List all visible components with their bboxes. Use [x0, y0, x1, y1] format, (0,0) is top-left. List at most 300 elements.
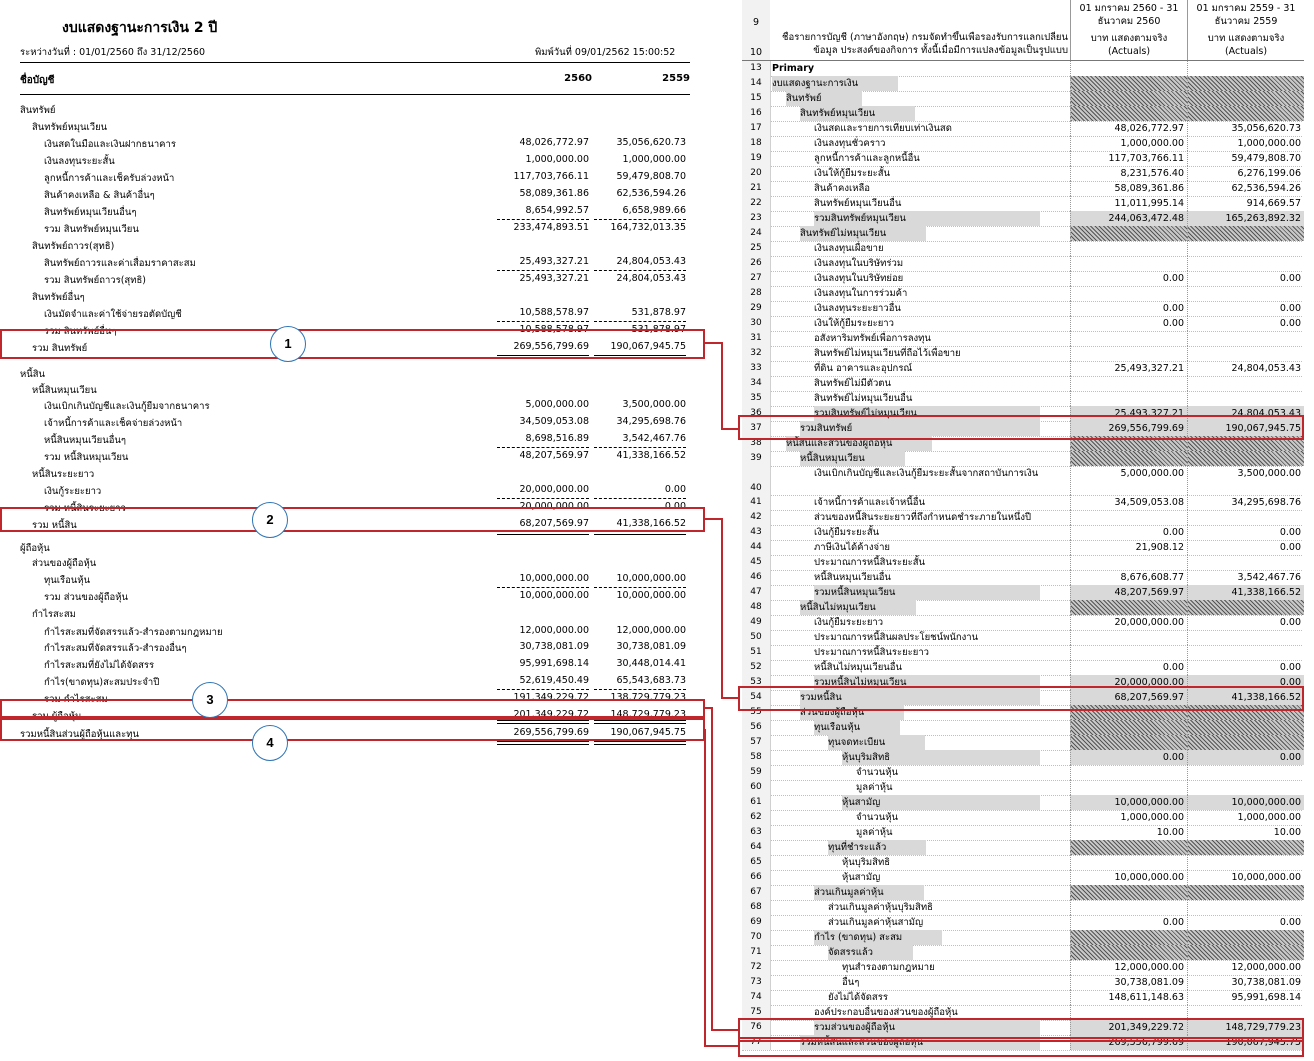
- row-number: 31: [742, 331, 771, 346]
- account-label: เงินสดและรายการเทียบเท่าเงินสด: [814, 123, 952, 134]
- row-number: 36: [742, 406, 771, 421]
- account-label: ทุนเรือนหุ้น: [814, 720, 900, 735]
- row-number: 77: [742, 1035, 771, 1050]
- row-number: 75: [742, 1005, 771, 1020]
- account-label: หุ้นสามัญ: [842, 795, 1040, 810]
- value-2560: 201,349,229.72: [513, 709, 589, 720]
- value-2560: 10,588,578.97: [519, 324, 589, 335]
- row-label: เงินเบิกเกินบัญชีและเงินกู้ยืมจากธนาคาร: [44, 401, 210, 412]
- value-2559: 3,500,000.00: [1187, 466, 1304, 495]
- account-label: เงินกู้ยืมระยะสั้น: [814, 527, 880, 538]
- highlight-box: [738, 686, 1304, 711]
- account-label: หุ้นบุริมสิทธิ: [842, 857, 891, 868]
- account-label: ประมาณการหนี้สินผลประโยชน์พนักงาน: [814, 632, 979, 643]
- row-number-9: 9: [742, 0, 770, 30]
- row-number: 68: [742, 900, 771, 915]
- row-label: รวม สินทรัพย์ถาวร(สุทธิ): [44, 275, 146, 286]
- account-label: หนี้สินไม่หมุนเวียนอื่น: [814, 662, 902, 673]
- account-label: Primary: [772, 63, 815, 74]
- account-label: ยังไม่ได้จัดสรร: [828, 992, 888, 1003]
- value-2559: 1,000,000.00: [1187, 136, 1304, 151]
- row-label: รวมหนี้สินส่วนผู้ถือหุ้นและทุน: [20, 729, 139, 740]
- row-number: 37: [742, 421, 771, 436]
- account-label: ลูกหนี้การค้าและลูกหนี้อื่น: [814, 153, 920, 164]
- value-2560: 269,556,799.69: [513, 727, 589, 738]
- row-number: 19: [742, 151, 771, 166]
- row-number: 17: [742, 121, 771, 136]
- value-2559: 165,263,892.32: [1187, 211, 1304, 226]
- account-label: เงินเบิกเกินบัญชีและเงินกู้ยืมระยะสั้นจากสถาบันการเงิน: [814, 468, 1039, 479]
- account-label: สินทรัพย์หมุนเวียนอื่น: [814, 198, 902, 209]
- row-number: 24: [742, 226, 771, 241]
- value-2559: 0.00: [1187, 750, 1304, 765]
- account-label: เงินลงทุนชั่วคราว: [814, 138, 886, 149]
- value-2559: 0.00: [664, 484, 686, 495]
- value-2560: 8,676,608.77: [1070, 570, 1187, 585]
- value-2560: 48,026,772.97: [1070, 121, 1187, 136]
- value-2559: 41,338,166.52: [616, 450, 686, 461]
- column-header-2560: 2560: [564, 73, 592, 84]
- value-2559: 24,804,053.43: [1187, 361, 1304, 376]
- value-2559: 0.00: [1187, 271, 1304, 286]
- value-2559: 30,448,014.41: [616, 658, 686, 669]
- value-2559: 138,729,779.23: [610, 692, 686, 703]
- value-2559: 3,542,467.76: [622, 433, 686, 444]
- row-number: 57: [742, 735, 771, 750]
- value-2559: 59,479,808.70: [1187, 151, 1304, 166]
- report-title: งบแสดงฐานะการเงิน 2 ปี: [62, 20, 218, 36]
- row-number: 53: [742, 675, 771, 690]
- value-2560: 48,026,772.97: [519, 137, 589, 148]
- row-number: 14: [742, 76, 771, 91]
- account-label: ประมาณการหนี้สินระยะยาว: [814, 647, 929, 658]
- account-label: เงินให้กู้ยืมระยะยาว: [814, 318, 894, 329]
- value-2559: 3,542,467.76: [1187, 570, 1304, 585]
- account-label: ประมาณการหนี้สินระยะสั้น: [814, 557, 926, 568]
- row-number: 62: [742, 810, 771, 825]
- account-label: รวมสินทรัพย์ไม่หมุนเวียน: [814, 406, 1040, 421]
- value-2560: 25,493,327.21: [1070, 361, 1187, 376]
- value-2559: 1,000,000.00: [1187, 810, 1304, 825]
- row-label: ลูกหนี้การค้าและเช็ครับล่วงหน้า: [44, 173, 175, 184]
- value-2559: 0.00: [1187, 540, 1304, 555]
- value-2560: 11,011,995.14: [1070, 196, 1187, 211]
- row-label: ทุนเรือนหุ้น: [44, 575, 91, 586]
- row-label: หนี้สินหมุนเวียนอื่นๆ: [44, 435, 127, 446]
- row-label: ส่วนของผู้ถือหุ้น: [32, 558, 97, 569]
- account-label: เงินลงทุนระยะยาวอื่น: [814, 303, 901, 314]
- row-label: หนี้สินหมุนเวียน: [32, 385, 97, 396]
- row-number: 55: [742, 705, 771, 720]
- account-label: สินทรัพย์หมุนเวียน: [800, 106, 915, 121]
- value-2559: 12,000,000.00: [616, 625, 686, 636]
- value-2560: 20,000,000.00: [1070, 675, 1187, 690]
- row-label: ผู้ถือหุ้น: [20, 543, 50, 554]
- account-label: งบแสดงฐานะการเงิน: [772, 76, 898, 91]
- account-label: หุ้นสามัญ: [842, 872, 881, 883]
- row-number: 54: [742, 690, 771, 705]
- value-2560: 244,063,472.48: [1070, 211, 1187, 226]
- value-2559: 41,338,166.52: [616, 518, 686, 529]
- value-2559: 59,479,808.70: [616, 171, 686, 182]
- row-number: 52: [742, 660, 771, 675]
- value-2560: 117,703,766.11: [513, 171, 589, 182]
- row-number: 66: [742, 870, 771, 885]
- callout-badge-2: 2: [252, 502, 288, 538]
- row-number: 63: [742, 825, 771, 840]
- account-label: เงินลงทุนในการร่วมค้า: [814, 288, 908, 299]
- row-number: 76: [742, 1020, 771, 1035]
- row-label: กำไรสะสมที่จัดสรรแล้ว-สำรองอื่นๆ: [44, 643, 187, 654]
- account-label: ทุนสำรองตามกฎหมาย: [842, 962, 935, 973]
- row-label: เงินสดในมือและเงินฝากธนาคาร: [44, 139, 176, 150]
- printed-date: พิมพ์วันที่ 09/01/2562 15:00:52: [535, 47, 676, 58]
- value-2559: 190,067,945.75: [1187, 421, 1304, 436]
- row-label: สินทรัพย์ถาวรและค่าเสื่อมราคาสะสม: [44, 258, 196, 269]
- account-label: หุ้นบุริมสิทธิ: [842, 750, 1040, 765]
- connector-4: [704, 730, 739, 1046]
- row-label: หนี้สินระยะยาว: [32, 469, 95, 480]
- value-2560: 0.00: [1070, 660, 1187, 675]
- account-label: สินค้าคงเหลือ: [814, 183, 871, 194]
- account-label: มูลค่าหุ้น: [856, 782, 893, 793]
- account-label: สินทรัพย์: [786, 91, 862, 106]
- row-number: 27: [742, 271, 771, 286]
- row-number: 35: [742, 391, 771, 406]
- row-label: รวม ผู้ถือหุ้น: [32, 711, 82, 722]
- row-number: 67: [742, 885, 771, 900]
- callout-badge-4: 4: [252, 725, 288, 761]
- value-2559: 914,669.57: [1187, 196, 1304, 211]
- value-2560: 8,654,992.57: [525, 205, 589, 216]
- value-2559: 30,738,081.09: [1187, 975, 1304, 990]
- value-2559: 531,878.97: [631, 324, 686, 335]
- row-number: 49: [742, 615, 771, 630]
- row-label: กำไรสะสม: [32, 609, 76, 620]
- row-number: 33: [742, 361, 771, 376]
- row-number: 25: [742, 241, 771, 256]
- column-header-account: ชื่อบัญชี: [20, 75, 55, 86]
- row-number: 38: [742, 436, 771, 451]
- value-2560: 191,349,229.72: [513, 692, 589, 703]
- account-label: รวมสินทรัพย์: [800, 421, 1040, 436]
- value-2560: 8,698,516.89: [525, 433, 589, 444]
- value-2559: 0.00: [1187, 915, 1304, 930]
- callout-badge-1: 1: [270, 326, 306, 362]
- column-header-2560-unit: บาท แสดงตามจริง (Actuals): [1071, 32, 1187, 58]
- row-number: 28: [742, 286, 771, 301]
- value-2559: 190,067,945.75: [610, 727, 686, 738]
- row-label: รวม หนี้สิน: [32, 520, 77, 531]
- report-period: ระหว่างวันที่ : 01/01/2560 ถึง 31/12/2560: [20, 47, 206, 58]
- row-number: 22: [742, 196, 771, 211]
- value-2559: 30,738,081.09: [616, 641, 686, 652]
- account-label: สินทรัพย์ไม่มีตัวตน: [814, 378, 891, 389]
- row-number: 69: [742, 915, 771, 930]
- value-2560: 20,000,000.00: [1070, 615, 1187, 630]
- value-2560: 20,000,000.00: [519, 501, 589, 512]
- account-label: รวมสินทรัพย์หมุนเวียน: [814, 211, 1040, 226]
- value-2559: 95,991,698.14: [1187, 990, 1304, 1005]
- highlight-box: [738, 1037, 1304, 1057]
- row-number: 61: [742, 795, 771, 810]
- column-header-description: ชื่อรายการบัญชี (ภาษาอังกฤษ) กรมจัดทำขึ้นเพื่อรองรับการแลกเปลี่ยนข้อมูล ประสงค์ของกิจการ ทั้งนี้เมื่อมีการแปลงข้อมูลเป็นรูปแบบ: [772, 31, 1068, 59]
- value-2559: 35,056,620.73: [1187, 121, 1304, 136]
- value-2559: 0.00: [1187, 660, 1304, 675]
- account-label: รวมหนี้สินหมุนเวียน: [814, 585, 1040, 600]
- value-2560: 1,000,000.00: [525, 154, 589, 165]
- value-2559: 12,000,000.00: [1187, 960, 1304, 975]
- value-2560: 269,556,799.69: [1070, 421, 1187, 436]
- row-label: เงินมัดจำและค่าใช้จ่ายรอตัดบัญชี: [44, 309, 182, 320]
- value-2559: 24,804,053.43: [1187, 406, 1304, 421]
- value-2559: 0.00: [1187, 301, 1304, 316]
- account-label: หนี้สินหมุนเวียนอื่น: [814, 572, 891, 583]
- highlight-box: [0, 329, 705, 359]
- row-number: 26: [742, 256, 771, 271]
- value-2559: 24,804,053.43: [616, 256, 686, 267]
- value-2560: 269,556,799.69: [513, 341, 589, 352]
- account-label: เงินกู้ยืมระยะยาว: [814, 617, 884, 628]
- row-number: 72: [742, 960, 771, 975]
- account-label: จำนวนหุ้น: [856, 767, 898, 778]
- row-label: สินทรัพย์อื่นๆ: [32, 292, 85, 303]
- account-label: อสังหาริมทรัพย์เพื่อการลงทุน: [814, 333, 931, 344]
- row-number: 47: [742, 585, 771, 600]
- row-label: สินทรัพย์หมุนเวียนอื่นๆ: [44, 207, 137, 218]
- account-label: ส่วนของผู้ถือหุ้น: [800, 705, 904, 720]
- account-label: หนี้สินและส่วนของผู้ถือหุ้น: [786, 436, 932, 451]
- row-number: 21: [742, 181, 771, 196]
- value-2559: 0.00: [1187, 316, 1304, 331]
- value-2559: 164,732,013.35: [610, 222, 686, 233]
- row-number: 50: [742, 630, 771, 645]
- value-2559: 148,729,779.23: [610, 709, 686, 720]
- value-2559: 34,295,698.76: [1187, 495, 1304, 510]
- account-label: หนี้สินไม่หมุนเวียน: [800, 600, 916, 615]
- row-number: 44: [742, 540, 771, 555]
- account-label: ส่วนของหนี้สินระยะยาวที่ถึงกำหนดชำระภายในหนึ่งปี: [814, 512, 1031, 523]
- value-2559: 6,276,199.06: [1187, 166, 1304, 181]
- value-2559: 6,658,989.66: [622, 205, 686, 216]
- row-label: หนี้สิน: [20, 369, 46, 380]
- value-2559: 10,000,000.00: [616, 590, 686, 601]
- value-2559: 190,067,945.75: [610, 341, 686, 352]
- row-label: รวม หนี้สินระยะยาว: [44, 503, 126, 514]
- value-2560: 0.00: [1070, 301, 1187, 316]
- value-2560: 0.00: [1070, 271, 1187, 286]
- highlight-box: [0, 507, 705, 532]
- value-2559: 24,804,053.43: [616, 273, 686, 284]
- row-number: 71: [742, 945, 771, 960]
- row-label: เจ้าหนี้การค้าและเช็คจ่ายล่วงหน้า: [44, 418, 183, 429]
- value-2560: 0.00: [1070, 750, 1187, 765]
- value-2559: 0.00: [1187, 525, 1304, 540]
- account-label: เงินลงทุนในบริษัทย่อย: [814, 273, 904, 284]
- row-label: รวม ส่วนของผู้ถือหุ้น: [44, 592, 128, 603]
- value-2559: 34,295,698.76: [616, 416, 686, 427]
- row-number: 20: [742, 166, 771, 181]
- value-2560: 1,000,000.00: [1070, 810, 1187, 825]
- value-2560: 10,000,000.00: [519, 590, 589, 601]
- row-number: 13: [742, 61, 771, 76]
- row-number: 34: [742, 376, 771, 391]
- row-number: 29: [742, 301, 771, 316]
- value-2560: 34,509,053.08: [519, 416, 589, 427]
- value-2560: 269,556,799.69: [1070, 1035, 1187, 1050]
- account-label: ส่วนเกินมูลค่าหุ้น: [814, 885, 924, 900]
- value-2560: 10,000,000.00: [1070, 795, 1187, 810]
- account-label: เจ้าหนี้การค้าและเจ้าหนี้อื่น: [814, 497, 925, 508]
- account-label: เงินลงทุนเผื่อขาย: [814, 243, 884, 254]
- account-label: เงินลงทุนในบริษัทร่วม: [814, 258, 904, 269]
- row-label: เงินลงทุนระยะสั้น: [44, 156, 115, 167]
- value-2560: 10,000,000.00: [519, 573, 589, 584]
- value-2560: 12,000,000.00: [1070, 960, 1187, 975]
- row-number: 58: [742, 750, 771, 765]
- row-number: 42: [742, 510, 771, 525]
- account-label: มูลค่าหุ้น: [856, 827, 893, 838]
- row-number: 48: [742, 600, 771, 615]
- account-label: รวมหนี้สินไม่หมุนเวียน: [814, 675, 1040, 690]
- row-label: กำไรสะสมที่จัดสรรแล้ว-สำรองตามกฎหมาย: [44, 627, 223, 638]
- value-2559: 148,729,779.23: [1187, 1020, 1304, 1035]
- row-number: 46: [742, 570, 771, 585]
- value-2559: 0.00: [1187, 615, 1304, 630]
- row-number: 64: [742, 840, 771, 855]
- column-header-2560-period: 01 มกราคม 2560 - 31 ธันวาคม 2560: [1071, 2, 1187, 28]
- row-number: 70: [742, 930, 771, 945]
- row-number: 43: [742, 525, 771, 540]
- value-2560: 10.00: [1070, 825, 1187, 840]
- account-label: จำนวนหุ้น: [856, 812, 898, 823]
- row-number: 41: [742, 495, 771, 510]
- row-number: 30: [742, 316, 771, 331]
- value-2559: 190,067,945.75: [1187, 1035, 1304, 1050]
- value-2560: 52,619,450.49: [519, 675, 589, 686]
- value-2559: 0.00: [664, 501, 686, 512]
- value-2560: 30,738,081.09: [519, 641, 589, 652]
- account-label: สินทรัพย์ไม่หมุนเวียน: [800, 226, 926, 241]
- account-label: ส่วนเกินมูลค่าหุ้นสามัญ: [828, 917, 924, 928]
- row-number: 40: [742, 466, 771, 495]
- row-label: รวม สินทรัพย์อื่นๆ: [44, 326, 117, 337]
- row-label: สินทรัพย์: [20, 105, 56, 116]
- value-2560: 21,908.12: [1070, 540, 1187, 555]
- row-label: รวม กำไรสะสม: [44, 694, 108, 705]
- value-2560: 34,509,053.08: [1070, 495, 1187, 510]
- value-2559: 10,000,000.00: [616, 573, 686, 584]
- row-number: 73: [742, 975, 771, 990]
- value-2560: 0.00: [1070, 525, 1187, 540]
- row-number: 65: [742, 855, 771, 870]
- row-label: เงินกู้ระยะยาว: [44, 486, 102, 497]
- row-label: กำไร(ขาดทุน)สะสมประจำปี: [44, 677, 160, 688]
- account-label: เงินให้กู้ยืมระยะสั้น: [814, 168, 891, 179]
- value-2559: 65,543,683.73: [616, 675, 686, 686]
- row-number: 16: [742, 106, 771, 121]
- account-label: รวมส่วนของผู้ถือหุ้น: [814, 1020, 1040, 1035]
- row-number: 59: [742, 765, 771, 780]
- value-2559: 35,056,620.73: [616, 137, 686, 148]
- callout-badge-3: 3: [192, 682, 228, 718]
- value-2560: 68,207,569.97: [1070, 690, 1187, 705]
- account-label: ที่ดิน อาคารและอุปกรณ์: [814, 363, 913, 374]
- highlight-box: [0, 699, 705, 718]
- value-2560: 148,611,148.63: [1070, 990, 1187, 1005]
- value-2560: 48,207,569.97: [1070, 585, 1187, 600]
- value-2560: 5,000,000.00: [1070, 466, 1187, 495]
- row-label: สินค้าคงเหลือ & สินค้าอื่นๆ: [44, 190, 155, 201]
- column-header-2559-period: 01 มกราคม 2559 - 31 ธันวาคม 2559: [1188, 2, 1304, 28]
- account-label: ทุนที่ชำระแล้ว: [828, 840, 926, 855]
- account-label: อื่นๆ: [842, 977, 860, 988]
- value-2559: 1,000,000.00: [622, 154, 686, 165]
- value-2560: 68,207,569.97: [519, 518, 589, 529]
- value-2559: 3,500,000.00: [622, 399, 686, 410]
- value-2560: 25,493,327.21: [519, 256, 589, 267]
- value-2560: 0.00: [1070, 915, 1187, 930]
- value-2560: 58,089,361.86: [519, 188, 589, 199]
- value-2559: 41,338,166.52: [1187, 585, 1304, 600]
- row-label: กำไรสะสมที่ยังไม่ได้จัดสรร: [44, 660, 155, 671]
- value-2560: 20,000,000.00: [519, 484, 589, 495]
- row-label: สินทรัพย์ถาวร(สุทธิ): [32, 241, 115, 252]
- connector-2: [704, 519, 739, 698]
- value-2560: 10,588,578.97: [519, 307, 589, 318]
- row-number: 32: [742, 346, 771, 361]
- row-label: รวม สินทรัพย์หมุนเวียน: [44, 224, 139, 235]
- row-number: 60: [742, 780, 771, 795]
- value-2560: 233,474,893.51: [513, 222, 589, 233]
- account-label: กำไร (ขาดทุน) สะสม: [814, 930, 942, 945]
- account-label: ส่วนเกินมูลค่าหุ้นบุริมสิทธิ: [828, 902, 933, 913]
- value-2560: 48,207,569.97: [519, 450, 589, 461]
- value-2560: 30,738,081.09: [1070, 975, 1187, 990]
- value-2560: 58,089,361.86: [1070, 181, 1187, 196]
- column-header-2559: 2559: [662, 73, 690, 84]
- value-2560: 117,703,766.11: [1070, 151, 1187, 166]
- row-number-10: 10: [742, 30, 770, 61]
- value-2560: 5,000,000.00: [525, 399, 589, 410]
- row-number: 56: [742, 720, 771, 735]
- account-label: จัดสรรแล้ว: [828, 945, 913, 960]
- row-number: 39: [742, 451, 771, 466]
- value-2559: 41,338,166.52: [1187, 690, 1304, 705]
- row-number: 51: [742, 645, 771, 660]
- value-2560: 1,000,000.00: [1070, 136, 1187, 151]
- row-label: รวม หนี้สินหมุนเวียน: [44, 452, 129, 463]
- row-number: 45: [742, 555, 771, 570]
- row-label: รวม สินทรัพย์: [32, 343, 88, 354]
- account-label: รวมหนี้สิน: [800, 690, 1040, 705]
- value-2560: 0.00: [1070, 316, 1187, 331]
- account-label: หนี้สินหมุนเวียน: [800, 451, 905, 466]
- value-2560: 95,991,698.14: [519, 658, 589, 669]
- row-number: 15: [742, 91, 771, 106]
- value-2560: 25,493,327.21: [519, 273, 589, 284]
- column-header-2559-unit: บาท แสดงตามจริง (Actuals): [1188, 32, 1304, 58]
- value-2559: 0.00: [1187, 675, 1304, 690]
- value-2559: 62,536,594.26: [616, 188, 686, 199]
- value-2560: 201,349,229.72: [1070, 1020, 1187, 1035]
- value-2560: 8,231,576.40: [1070, 166, 1187, 181]
- account-label: ทุนจดทะเบียน: [828, 735, 925, 750]
- value-2560: 10,000,000.00: [1070, 870, 1187, 885]
- account-label: รวมหนี้สินและส่วนของผู้ถือหุ้น: [800, 1035, 1040, 1050]
- connector-3: [704, 708, 739, 1030]
- row-label: สินทรัพย์หมุนเวียน: [32, 122, 108, 133]
